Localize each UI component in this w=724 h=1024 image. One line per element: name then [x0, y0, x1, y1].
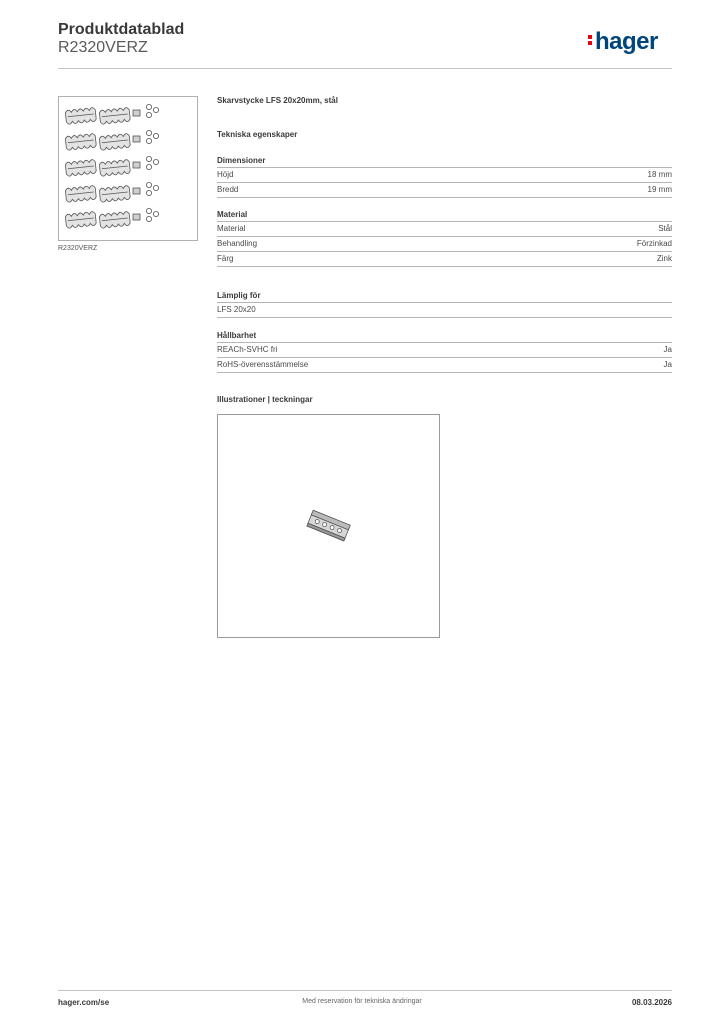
- washer-part: [146, 208, 151, 213]
- clamp-part: [65, 159, 96, 176]
- clamp-part: [99, 133, 130, 150]
- washer-part: [146, 164, 151, 169]
- hager-logo: [588, 28, 658, 56]
- property-label: Bredd: [217, 185, 239, 194]
- washer-part: [146, 104, 151, 109]
- property-value: 18 mm: [647, 170, 672, 179]
- washer-part: [153, 211, 158, 216]
- connector-drawing: [307, 510, 350, 541]
- property-value: Förzinkad: [636, 239, 672, 248]
- property-label: Behandling: [217, 239, 258, 248]
- product-name: Skarvstycke LFS 20x20mm, stål: [217, 96, 338, 105]
- product-image-caption: R2320VERZ: [58, 245, 98, 252]
- clamp-part: [65, 185, 96, 202]
- washer-part: [153, 185, 158, 190]
- property-row: [217, 343, 672, 358]
- property-label: Material: [217, 224, 246, 233]
- clamp-part: [65, 133, 96, 150]
- property-label: LFS 20x20: [217, 305, 256, 314]
- technical-drawing: [217, 414, 440, 638]
- washer-part: [146, 190, 151, 195]
- washer-part: [146, 138, 151, 143]
- footer-divider: [58, 990, 672, 991]
- small-part: [133, 214, 140, 220]
- section-title: Lämplig för: [217, 291, 672, 303]
- washer-part: [153, 159, 158, 164]
- washer-part: [146, 216, 151, 221]
- footer-note: Med reservation för tekniska ändringar: [302, 998, 422, 1005]
- small-part: [133, 188, 140, 194]
- property-row: [217, 222, 672, 237]
- footer-date: 08.03.2026: [631, 998, 672, 1007]
- section-suitable-for: [217, 291, 672, 318]
- property-row: [217, 183, 672, 198]
- section-dimensions: [217, 156, 672, 198]
- section-title: Dimensioner: [217, 156, 672, 168]
- logo-dots-icon: [588, 33, 593, 47]
- section-material: [217, 210, 672, 267]
- property-row: [217, 303, 672, 318]
- page-title: Produktdatablad: [58, 21, 185, 38]
- property-value: Ja: [663, 360, 672, 369]
- property-row: [217, 168, 672, 183]
- property-row: [217, 358, 672, 373]
- clamp-part: [99, 185, 130, 202]
- property-value: Ja: [663, 345, 672, 354]
- section-sustainability: [217, 331, 672, 373]
- clamp-part: [99, 107, 130, 124]
- footer-website-link[interactable]: hager.com/se: [58, 998, 110, 1007]
- property-value: Stål: [658, 224, 672, 233]
- small-part: [133, 162, 140, 168]
- property-label: Höjd: [217, 170, 234, 179]
- property-row: [217, 237, 672, 252]
- small-part: [133, 110, 140, 116]
- logo-text: hager: [595, 28, 658, 55]
- illustrations-title: Illustrationer | teckningar: [217, 395, 313, 404]
- property-value: Zink: [656, 254, 672, 263]
- technical-properties-title: Tekniska egenskaper: [217, 130, 298, 139]
- property-row: [217, 252, 672, 267]
- washer-part: [146, 182, 151, 187]
- washer-part: [146, 130, 151, 135]
- section-title: Hållbarhet: [217, 331, 672, 343]
- header-divider: [58, 68, 672, 69]
- property-label: Färg: [217, 254, 234, 263]
- technical-heading-block: [217, 130, 672, 139]
- product-image: [58, 96, 198, 241]
- small-part: [133, 136, 140, 142]
- property-label: REACh-SVHC fri: [217, 345, 278, 354]
- washer-part: [153, 133, 158, 138]
- washer-part: [146, 112, 151, 117]
- clamp-part: [99, 211, 130, 228]
- product-info: [217, 96, 672, 105]
- property-label: RoHS-överensstämmelse: [217, 360, 309, 369]
- product-code: R2320VERZ: [58, 39, 148, 56]
- clamp-part: [99, 159, 130, 176]
- clamp-part: [65, 211, 96, 228]
- property-value: 19 mm: [647, 185, 672, 194]
- illustrations-heading-block: [217, 395, 672, 404]
- washer-part: [146, 156, 151, 161]
- washer-part: [153, 107, 158, 112]
- clamp-part: [65, 107, 96, 124]
- section-title: Material: [217, 210, 672, 222]
